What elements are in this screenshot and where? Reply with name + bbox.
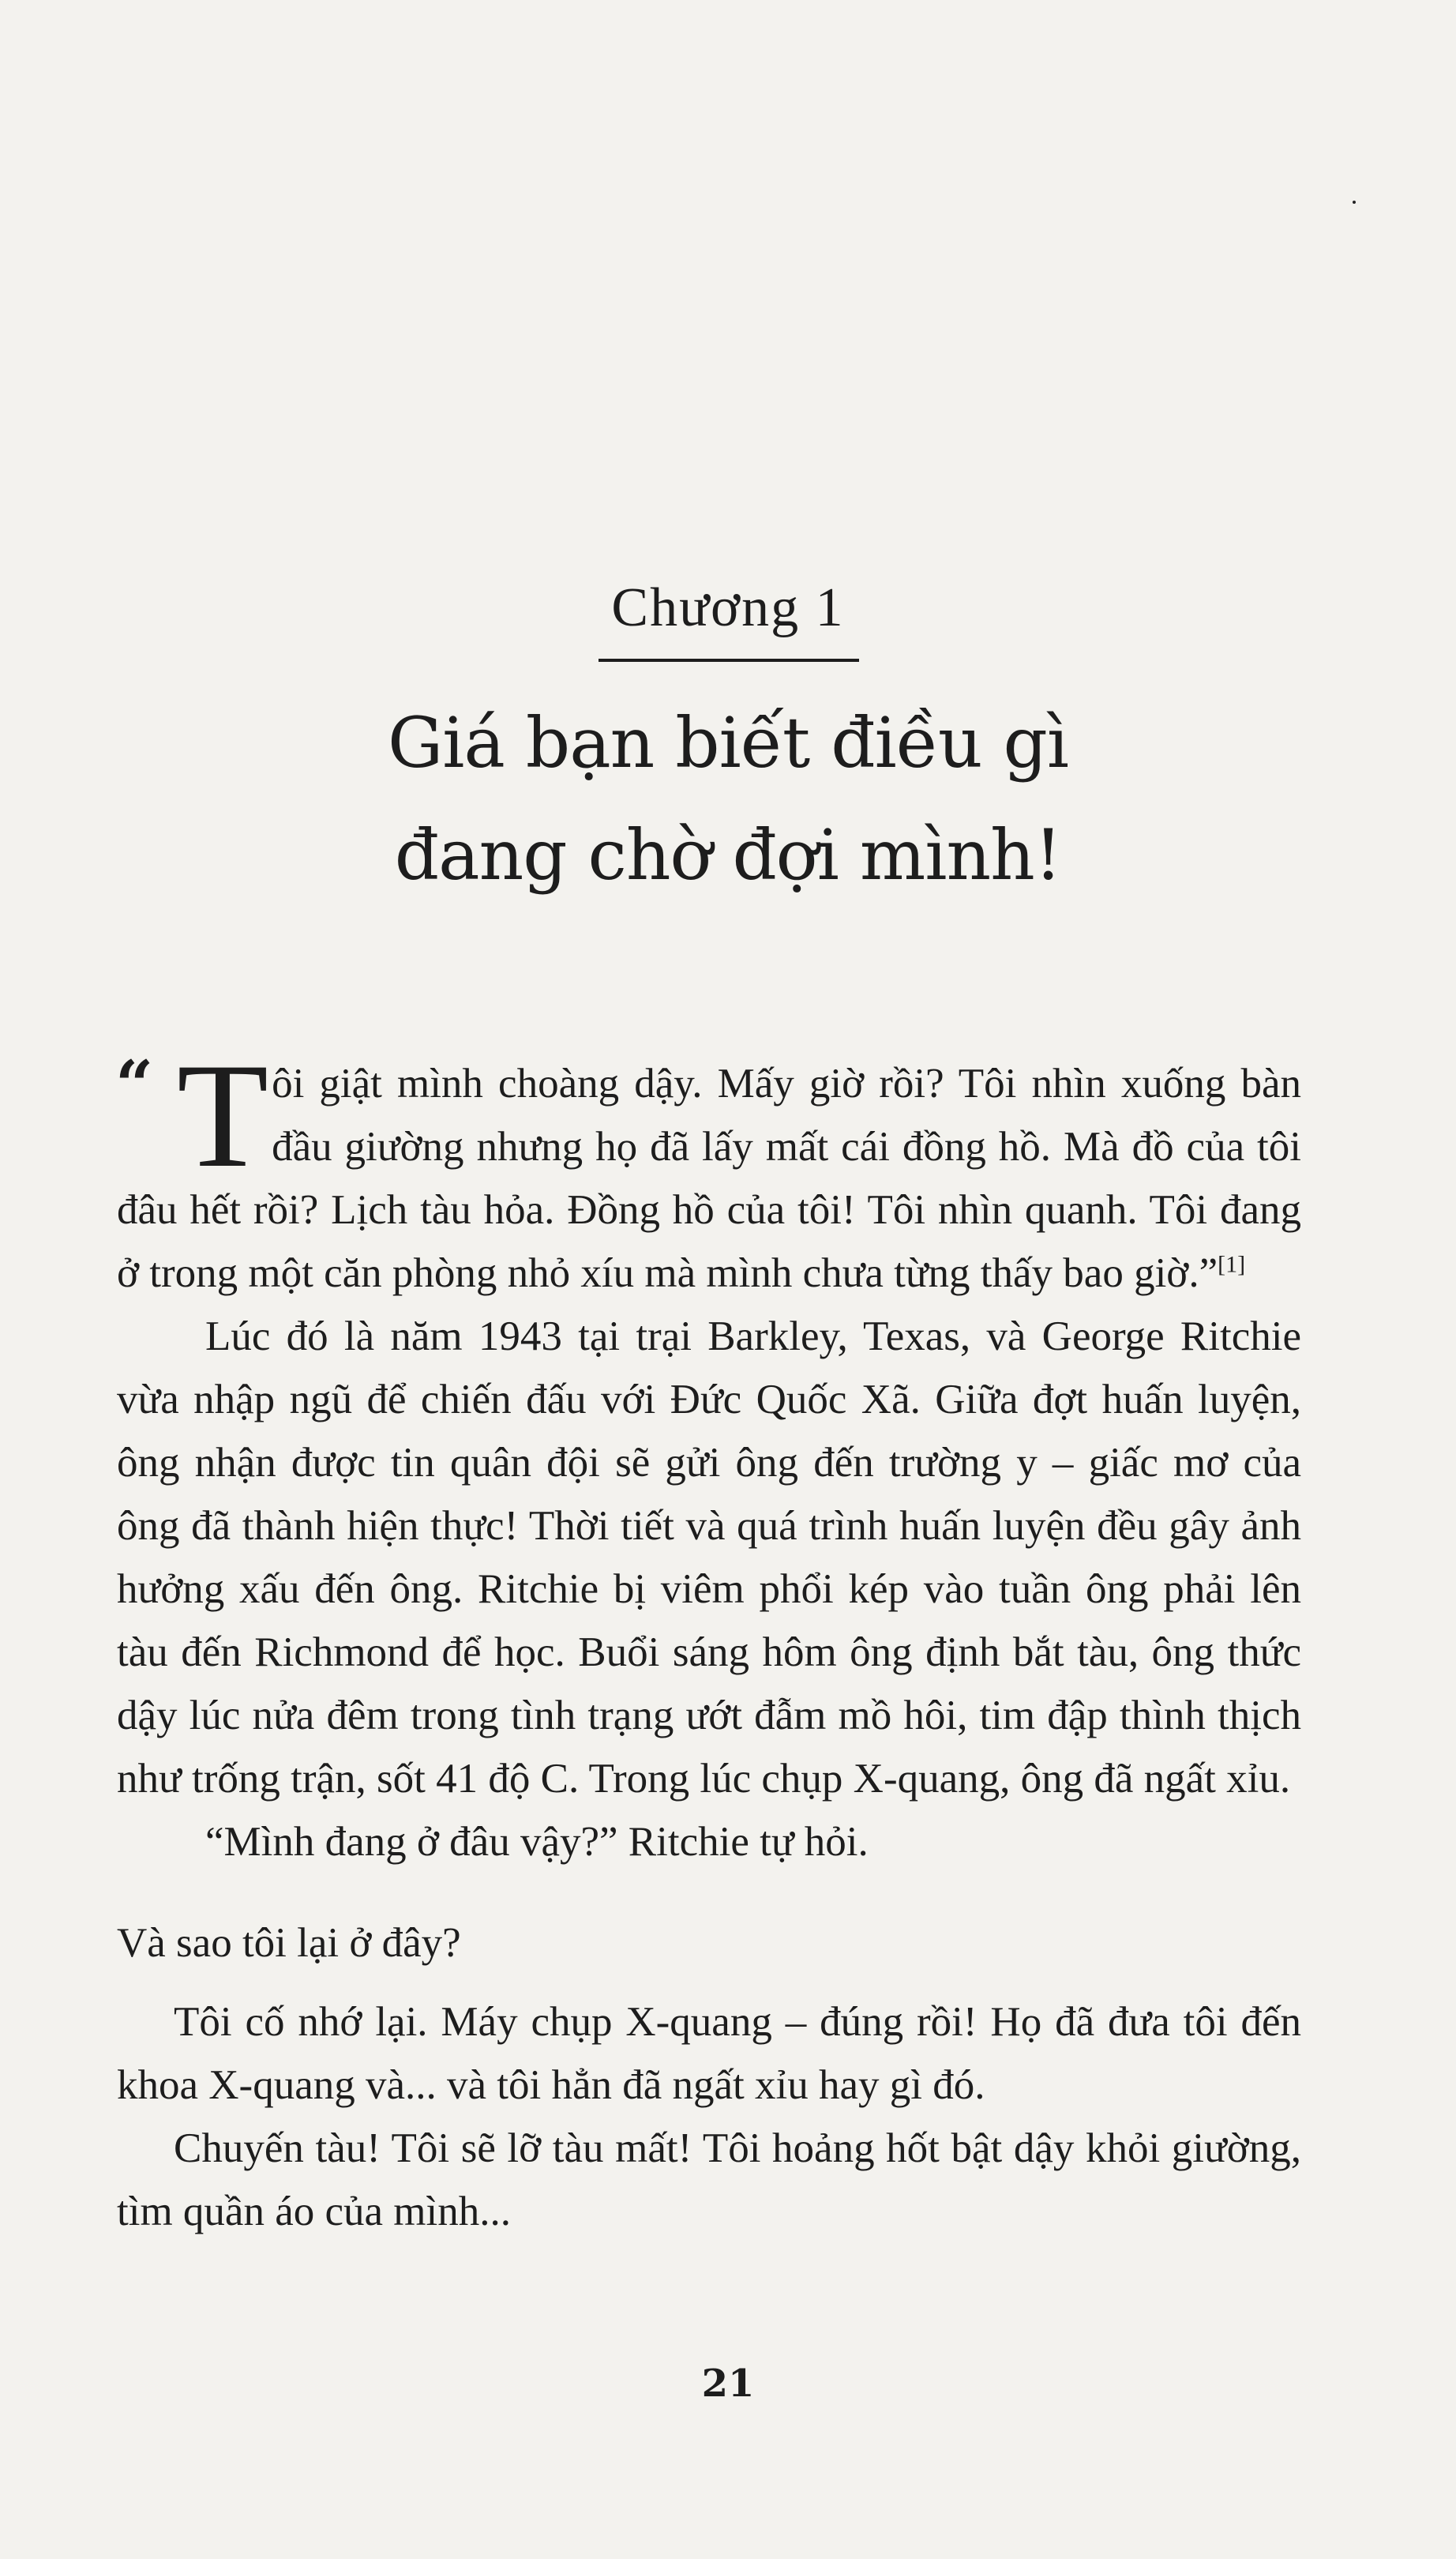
page-number: 21 [701,2362,755,2406]
opening-quote-mark: “ [115,1046,154,1124]
block-quote-paragraph: Chuyến tàu! Tôi sẽ lỡ tàu mất! Tôi hoảng hốt bật dậy khỏi giường, tìm quần áo của mình... [117,2125,1301,2234]
opening-paragraph-text: ôi giật mình choàng dậy. Mấy giờ rồi? Tôi nhìn xuống bàn đầu giường nhưng họ đã lấy mất cái đồng hồ. Mà đồ của tôi đâu hết rồi? Lịch tàu hỏa. Đồng hồ của tôi! Tôi nhìn quanh. Tôi đang ở trong một căn phòng nhỏ xíu mà mình chưa từng thấy bao giờ.” [117,1061,1301,1296]
chapter-title-line-2: đang chờ đợi mình! [394,814,1062,896]
drop-cap: T [177,1033,269,1199]
chapter-title [0,687,1456,911]
body-text [115,1033,1301,2243]
spacer [117,1975,1301,1990]
spacer [117,1873,1301,1911]
opening-paragraph [115,1033,1301,1305]
block-quote-paragraph: Tôi cố nhớ lại. Máy chụp X-quang – đúng rồi! Họ đã đưa tôi đến khoa X-quang và... và tôi hẳn đã ngất xỉu hay gì đó. [117,1999,1301,2108]
paragraph: Lúc đó là năm 1943 tại trại Barkley, Texas, và George Ritchie vừa nhập ngũ để chiến đấu với Đức Quốc Xã. Giữa đợt huấn luyện, ông nhận được tin quân đội sẽ gửi ông đến trường y – giấc mơ của ông đã thành hiện thực! Thời tiết và quá trình huấn luyện đều gây ảnh hưởng xấu đến ông. Ritchie bị viêm phổi kép vào tuần ông phải lên tàu đến Richmond để học. Buổi sáng hôm ông định bắt tàu, ông thức dậy lúc nửa đêm trong tình trạng ướt đẫm mồ hôi, tim đập thình thịch như trống trận, sốt 41 độ C. Trong lúc chụp X-quang, ông đã ngất xỉu. [117,1313,1301,1802]
chapter-title-line-1: Giá bạn biết điều gì [387,702,1069,783]
chapter-label: Chương 1 [611,577,845,638]
footnote-reference: [1] [1218,1251,1246,1278]
paragraph: “Mình đang ở đâu vậy?” Ritchie tự hỏi. [205,1819,869,1865]
block-quote-line: Và sao tôi lại ở đây? [117,1920,461,1966]
chapter-rule [599,659,859,662]
paper-speck [1353,201,1356,204]
